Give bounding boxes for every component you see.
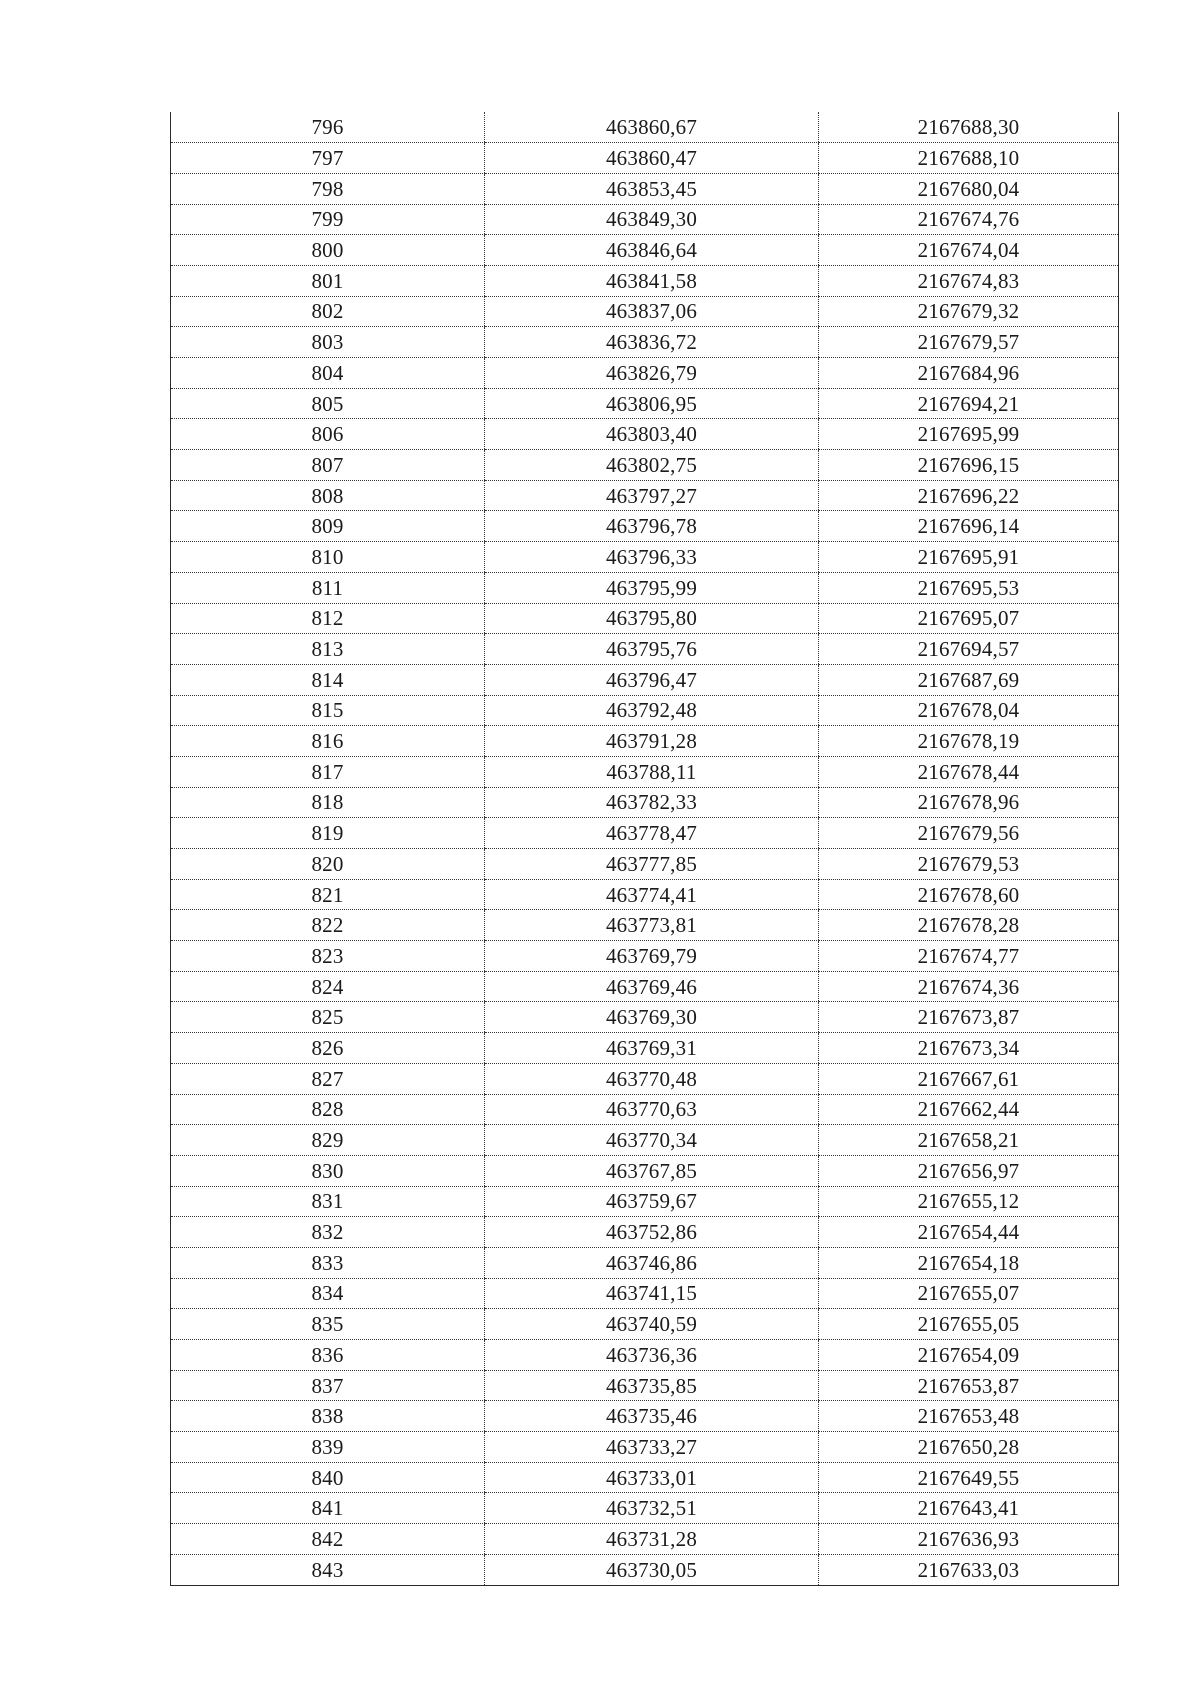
y-coordinate-cell: 2167678,96: [819, 787, 1119, 818]
point-number-cell: 838: [171, 1401, 485, 1432]
point-number-cell: 801: [171, 265, 485, 296]
point-number-cell: 796: [171, 112, 485, 143]
point-number-cell: 813: [171, 634, 485, 665]
x-coordinate-cell: 463735,85: [485, 1370, 819, 1401]
point-number-cell: 843: [311, 1557, 344, 1582]
y-coordinate-cell: 2167679,56: [819, 818, 1119, 849]
table-row: [171, 1094, 1119, 1125]
x-coordinate-cell: 463741,15: [485, 1278, 819, 1309]
x-coordinate-cell: 463731,28: [485, 1524, 819, 1555]
y-coordinate-cell: 2167679,53: [819, 849, 1119, 880]
y-coordinate-cell: 2167654,44: [819, 1217, 1119, 1248]
x-coordinate-cell: 463795,80: [485, 603, 819, 634]
y-coordinate-cell: 2167673,34: [819, 1033, 1119, 1064]
point-number-cell: 837: [171, 1370, 485, 1401]
y-coordinate-cell: 2167674,77: [819, 941, 1119, 972]
y-coordinate-cell: 2167678,19: [819, 726, 1119, 757]
x-coordinate-cell: 463770,34: [485, 1125, 819, 1156]
table-row: [171, 1247, 1119, 1278]
point-number-cell: 832: [171, 1217, 485, 1248]
x-coordinate-cell: 463736,36: [485, 1340, 819, 1371]
table-row: [171, 450, 1119, 481]
table-row: [171, 419, 1119, 450]
point-number-cell: 804: [171, 358, 485, 389]
y-coordinate-cell: 2167688,10: [819, 143, 1119, 174]
point-number-cell: 829: [171, 1125, 485, 1156]
x-coordinate-cell: 463795,76: [485, 634, 819, 665]
table-row: [171, 1278, 1119, 1309]
x-coordinate-cell: 463797,27: [485, 480, 819, 511]
point-number-cell: 811: [171, 572, 485, 603]
table-row: [171, 1186, 1119, 1217]
x-coordinate-cell: 463791,28: [485, 726, 819, 757]
y-coordinate-cell: 2167633,03: [819, 1554, 1119, 1585]
table-row: [171, 112, 1119, 143]
y-coordinate-cell: 2167658,21: [819, 1125, 1119, 1156]
table-row: [171, 971, 1119, 1002]
x-coordinate-cell: 463826,79: [485, 358, 819, 389]
y-coordinate-cell: 2167678,28: [819, 910, 1119, 941]
y-coordinate-cell: 2167655,12: [819, 1186, 1119, 1217]
table-row: [171, 1493, 1119, 1524]
y-coordinate-cell: 2167688,30: [819, 112, 1119, 143]
table-row: [171, 388, 1119, 419]
x-coordinate-cell: 463773,81: [485, 910, 819, 941]
x-coordinate-cell: 463732,51: [485, 1493, 819, 1524]
y-coordinate-cell: 2167667,61: [819, 1063, 1119, 1094]
point-number-cell: 798: [171, 173, 485, 204]
point-number-cell: 807: [171, 450, 485, 481]
table-row: [171, 849, 1119, 880]
table-row: [171, 879, 1119, 910]
point-number-cell: 797: [171, 143, 485, 174]
y-coordinate-cell: 2167695,07: [819, 603, 1119, 634]
point-number-cell: 826: [171, 1033, 485, 1064]
table-row: [171, 204, 1119, 235]
x-coordinate-cell: 463796,78: [485, 511, 819, 542]
point-number-cell: 799: [171, 204, 485, 235]
table-row: [171, 542, 1119, 573]
x-coordinate-cell: 463792,48: [485, 695, 819, 726]
x-coordinate-cell: 463782,33: [485, 787, 819, 818]
x-coordinate-cell: 463853,45: [485, 173, 819, 204]
point-number-cell: 819: [171, 818, 485, 849]
point-number-cell: 834: [171, 1278, 485, 1309]
y-coordinate-cell: 2167679,57: [819, 327, 1119, 358]
point-number-cell: 840: [171, 1462, 485, 1493]
point-number-cell: 842: [171, 1524, 485, 1555]
point-number-cell: 818: [171, 787, 485, 818]
point-number-cell: 824: [171, 971, 485, 1002]
y-coordinate-cell: 2167656,97: [819, 1155, 1119, 1186]
point-number-cell: 816: [171, 726, 485, 757]
table-row: [171, 664, 1119, 695]
x-coordinate-cell: 463795,99: [485, 572, 819, 603]
x-coordinate-cell: 463735,46: [485, 1401, 819, 1432]
y-coordinate-cell: 2167653,87: [819, 1370, 1119, 1401]
table-row: [171, 358, 1119, 389]
x-coordinate-cell: 463796,33: [485, 542, 819, 573]
y-coordinate-cell: 2167678,60: [819, 879, 1119, 910]
coordinates-table: [170, 112, 1119, 1586]
y-coordinate-cell: 2167655,07: [819, 1278, 1119, 1309]
x-coordinate-cell: 463769,46: [485, 971, 819, 1002]
table-row: [171, 265, 1119, 296]
y-coordinate-cell: 2167650,28: [819, 1432, 1119, 1463]
x-coordinate-cell: 463860,47: [485, 143, 819, 174]
table-row: [171, 756, 1119, 787]
x-coordinate-cell: 463778,47: [485, 818, 819, 849]
table-row: [171, 910, 1119, 941]
point-number-cell: 810: [171, 542, 485, 573]
table-row: [171, 511, 1119, 542]
point-number-cell: 825: [171, 1002, 485, 1033]
x-coordinate-cell: 463770,48: [485, 1063, 819, 1094]
table-row: [171, 327, 1119, 358]
y-coordinate-cell: 2167694,57: [819, 634, 1119, 665]
x-coordinate-cell: 463841,58: [485, 265, 819, 296]
y-coordinate-cell: 2167654,09: [819, 1340, 1119, 1371]
point-number-cell: 808: [171, 480, 485, 511]
x-coordinate-cell: 463777,85: [485, 849, 819, 880]
table-row: [171, 941, 1119, 972]
x-coordinate-cell: 463846,64: [485, 235, 819, 266]
table-row: [171, 143, 1119, 174]
table-row: [171, 173, 1119, 204]
table-row: [171, 1217, 1119, 1248]
table-row: [171, 1524, 1119, 1555]
y-coordinate-cell: 2167694,21: [819, 388, 1119, 419]
point-number-cell: 839: [171, 1432, 485, 1463]
y-coordinate-cell: 2167684,96: [819, 358, 1119, 389]
x-coordinate-cell: 463733,01: [485, 1462, 819, 1493]
x-coordinate-cell: 463860,67: [485, 112, 819, 143]
x-coordinate-cell: 463802,75: [485, 450, 819, 481]
x-coordinate-cell: 463733,27: [485, 1432, 819, 1463]
x-coordinate-cell: 463849,30: [485, 204, 819, 235]
point-number-cell: 815: [171, 695, 485, 726]
y-coordinate-cell: 2167643,41: [819, 1493, 1119, 1524]
x-coordinate-cell: 463770,63: [485, 1094, 819, 1125]
y-coordinate-cell: 2167636,93: [819, 1524, 1119, 1555]
x-coordinate-cell: 463759,67: [485, 1186, 819, 1217]
point-number-cell: 823: [171, 941, 485, 972]
table-row: [171, 726, 1119, 757]
table-row: [171, 1155, 1119, 1186]
y-coordinate-cell: 2167679,32: [819, 296, 1119, 327]
y-coordinate-cell: 2167662,44: [819, 1094, 1119, 1125]
point-number-cell: 836: [171, 1340, 485, 1371]
point-number-cell: 806: [171, 419, 485, 450]
point-number-cell: 822: [171, 910, 485, 941]
table-row: [171, 695, 1119, 726]
y-coordinate-cell: 2167673,87: [819, 1002, 1119, 1033]
x-coordinate-cell: 463803,40: [485, 419, 819, 450]
point-number-cell: 802: [171, 296, 485, 327]
y-coordinate-cell: 2167655,05: [819, 1309, 1119, 1340]
x-coordinate-cell: 463746,86: [485, 1247, 819, 1278]
point-number-cell: 830: [171, 1155, 485, 1186]
point-number-cell: 827: [171, 1063, 485, 1094]
x-coordinate-cell: 463769,31: [485, 1033, 819, 1064]
x-coordinate-cell: 463836,72: [485, 327, 819, 358]
table-row: [171, 1401, 1119, 1432]
point-number-cell: 828: [171, 1094, 485, 1125]
table-row: [171, 1554, 1119, 1585]
table-row: [171, 1063, 1119, 1094]
point-number-cell: 803: [171, 327, 485, 358]
y-coordinate-cell: 2167674,83: [819, 265, 1119, 296]
table-row: [171, 603, 1119, 634]
y-coordinate-cell: 2167696,14: [819, 511, 1119, 542]
y-coordinate-cell: 2167695,99: [819, 419, 1119, 450]
x-coordinate-cell: 463788,11: [485, 756, 819, 787]
x-coordinate-cell: 463806,95: [485, 388, 819, 419]
table-row: [171, 1462, 1119, 1493]
table-row: [171, 787, 1119, 818]
x-coordinate-cell: 463837,06: [485, 296, 819, 327]
point-number-cell: 809: [171, 511, 485, 542]
y-coordinate-cell: 2167678,44: [819, 756, 1119, 787]
table-row: [171, 572, 1119, 603]
point-number-cell: 814: [171, 664, 485, 695]
y-coordinate-cell: 2167654,18: [819, 1247, 1119, 1278]
point-number-cell: 805: [171, 388, 485, 419]
point-number-cell: 841: [171, 1493, 485, 1524]
table-row: [171, 1432, 1119, 1463]
point-number-cell: 821: [171, 879, 485, 910]
y-coordinate-cell: 2167674,76: [819, 204, 1119, 235]
point-number-cell: 817: [171, 756, 485, 787]
table-row: [171, 1309, 1119, 1340]
point-number-cell: 812: [171, 603, 485, 634]
table-row: [171, 1340, 1119, 1371]
point-number-cell: 833: [171, 1247, 485, 1278]
point-number-cell: 835: [171, 1309, 485, 1340]
x-coordinate-cell: 463769,30: [485, 1002, 819, 1033]
y-coordinate-cell: 2167696,15: [819, 450, 1119, 481]
x-coordinate-cell: 463740,59: [485, 1309, 819, 1340]
table-row: [171, 1125, 1119, 1156]
x-coordinate-cell: 463752,86: [485, 1217, 819, 1248]
y-coordinate-cell: 2167649,55: [819, 1462, 1119, 1493]
y-coordinate-cell: 2167674,36: [819, 971, 1119, 1002]
x-coordinate-cell: 463796,47: [485, 664, 819, 695]
y-coordinate-cell: 2167687,69: [819, 664, 1119, 695]
x-coordinate-cell: 463774,41: [485, 879, 819, 910]
y-coordinate-cell: 2167695,53: [819, 572, 1119, 603]
point-number-cell: 831: [171, 1186, 485, 1217]
table-row: [171, 1033, 1119, 1064]
table-row: [171, 296, 1119, 327]
y-coordinate-cell: 2167674,04: [819, 235, 1119, 266]
y-coordinate-cell: 2167696,22: [819, 480, 1119, 511]
table-row: [171, 1370, 1119, 1401]
y-coordinate-cell: 2167653,48: [819, 1401, 1119, 1432]
table-row: [171, 818, 1119, 849]
table-row: [171, 480, 1119, 511]
table-row: [171, 634, 1119, 665]
y-coordinate-cell: 2167680,04: [819, 173, 1119, 204]
table-row: [171, 1002, 1119, 1033]
coordinates-table-body: [171, 112, 1119, 1585]
point-number-cell: 800: [171, 235, 485, 266]
point-number-cell: 820: [171, 849, 485, 880]
table-row: [171, 235, 1119, 266]
x-coordinate-cell: 463769,79: [485, 941, 819, 972]
x-coordinate-cell: 463730,05: [485, 1554, 819, 1585]
y-coordinate-cell: 2167678,04: [819, 695, 1119, 726]
y-coordinate-cell: 2167695,91: [819, 542, 1119, 573]
x-coordinate-cell: 463767,85: [485, 1155, 819, 1186]
